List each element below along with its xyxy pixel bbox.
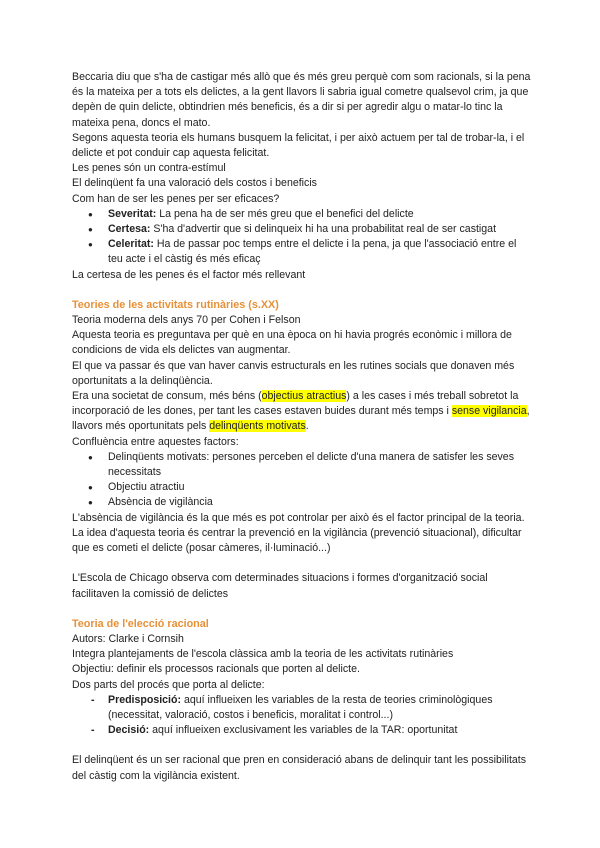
list-term: Celeritat: bbox=[108, 238, 154, 251]
section-heading: Teories de les activitats rutinàries (s.XX) bbox=[72, 298, 279, 311]
list-item bbox=[72, 207, 532, 222]
list-item bbox=[72, 222, 532, 237]
paragraph: La idea d'aquesta teoria és centrar la prevenció en la vigilància (prevenció situacional), dificultar que es cometi el delicte (posar càmeres, il·luminació...) bbox=[72, 526, 522, 555]
highlighted-text: delinqüents motivats bbox=[209, 420, 306, 433]
list-term: Severitat: bbox=[108, 207, 157, 220]
list-item: ● Objectiu atractiu bbox=[72, 480, 532, 495]
paragraph: La certesa de les penes és el factor més rellevant bbox=[72, 268, 306, 281]
list-item bbox=[72, 693, 532, 723]
paragraph bbox=[72, 389, 532, 435]
paragraph: Beccaria diu que s'ha de castigar més allò que és més greu perquè com som racionals, si la pena és la mateixa per a tots els delictes, a la gent llavors li sabria igual cometre qualsevol crim, ja que depèn de quin delicte, obtindrien més beneficis, és a dir si per agredir algu o matar-lo tinc la mateixa pena, doncs el mato. bbox=[72, 71, 531, 129]
document-body bbox=[72, 70, 532, 784]
list-text: La pena ha de ser més greu que el benefici del delicte bbox=[156, 207, 414, 220]
list-text: aquí influeixen exclusivament les variables de la TAR: oportunitat bbox=[149, 724, 458, 737]
dash-list bbox=[72, 693, 532, 739]
paragraph: L'Escola de Chicago observa com determinades situacions i formes d'organització social facilitaven la comissió de delictes bbox=[72, 572, 488, 600]
paragraph: Aquesta teoria es preguntava per què en una època on hi havia progrés econòmic i millora de condicions de vida els delictes van augmentar. bbox=[72, 329, 512, 357]
list-text: S'ha d'advertir que si delinqueix hi ha una probabilitat real de ser castigat bbox=[150, 223, 497, 236]
paragraph: El delinqüent és un ser racional que pren en consideració abans de delinquir tant les possibilitats del càstig com la vigilància existent. bbox=[72, 754, 527, 782]
bullet-list bbox=[72, 450, 532, 511]
paragraph: El que va passar és que van haver canvis estructurals en les rutines socials que donaven més oportunitats a la delinqüència. bbox=[72, 359, 515, 387]
paragraph: Teoria moderna dels anys 70 per Cohen i Felson bbox=[72, 314, 301, 327]
list-text: aquí influeixen les variables de la resta de teories criminològiques (necessitat, valoració, costos i beneficis, moralitat i control...) bbox=[108, 693, 493, 721]
paragraph: Objectiu: definir els processos racionals que porten al delicte. bbox=[72, 663, 360, 676]
paragraph: Dos parts del procés que porta al delicte: bbox=[72, 678, 265, 691]
list-item: ● Absència de vigilància bbox=[72, 495, 532, 510]
bullet-list bbox=[72, 207, 532, 268]
text-run: Era una societat de consum, més béns ( bbox=[72, 390, 262, 403]
text-run: ) a les cases i més treball sobretot la incorporació de les dones, per tant les cases estaven buides durant més temps i bbox=[72, 390, 519, 418]
paragraph: Segons aquesta teoria els humans busquem la felicitat, i per això actuem per tal de trobar-la, i el delicte et pot conduir cap aquesta felicitat. bbox=[72, 131, 525, 160]
paragraph: Les penes són un contra-estímul bbox=[72, 162, 226, 175]
list-text: Ha de passar poc temps entre el delicte i la pena, ja que l'associació entre el teu acte i el càstig és més eficaç bbox=[108, 238, 517, 266]
highlighted-text: objectius atractius bbox=[261, 390, 347, 403]
list-term: Decisió: bbox=[108, 724, 150, 737]
list-term: Certesa: bbox=[108, 223, 151, 236]
paragraph: Integra plantejaments de l'escola clàssica amb la teoria de les activitats rutinàries bbox=[72, 648, 454, 661]
paragraph: Autors: Clarke i Cornsih bbox=[72, 632, 184, 645]
paragraph: L'absència de vigilància és la que més es pot controlar per això és el factor principal de la teoria. bbox=[72, 511, 525, 524]
list-item bbox=[72, 237, 532, 267]
text-run: , llavors més oportunitats pels bbox=[72, 405, 530, 433]
list-item: ● Delinqüents motivats: persones perceben el delicte d'una manera de satisfer les seves necessitats bbox=[72, 450, 532, 480]
list-item bbox=[72, 723, 532, 738]
list-term: Predisposició: bbox=[108, 693, 181, 706]
text-run: . bbox=[305, 420, 309, 433]
paragraph: Confluència entre aquestes factors: bbox=[72, 435, 239, 448]
section-heading: Teoria de l'elecció racional bbox=[72, 617, 209, 630]
highlighted-text: sense vigilancia bbox=[451, 405, 527, 418]
paragraph: Com han de ser les penes per ser eficaces? bbox=[72, 192, 280, 205]
paragraph: El delinqüent fa una valoració dels costos i beneficis bbox=[72, 177, 317, 190]
